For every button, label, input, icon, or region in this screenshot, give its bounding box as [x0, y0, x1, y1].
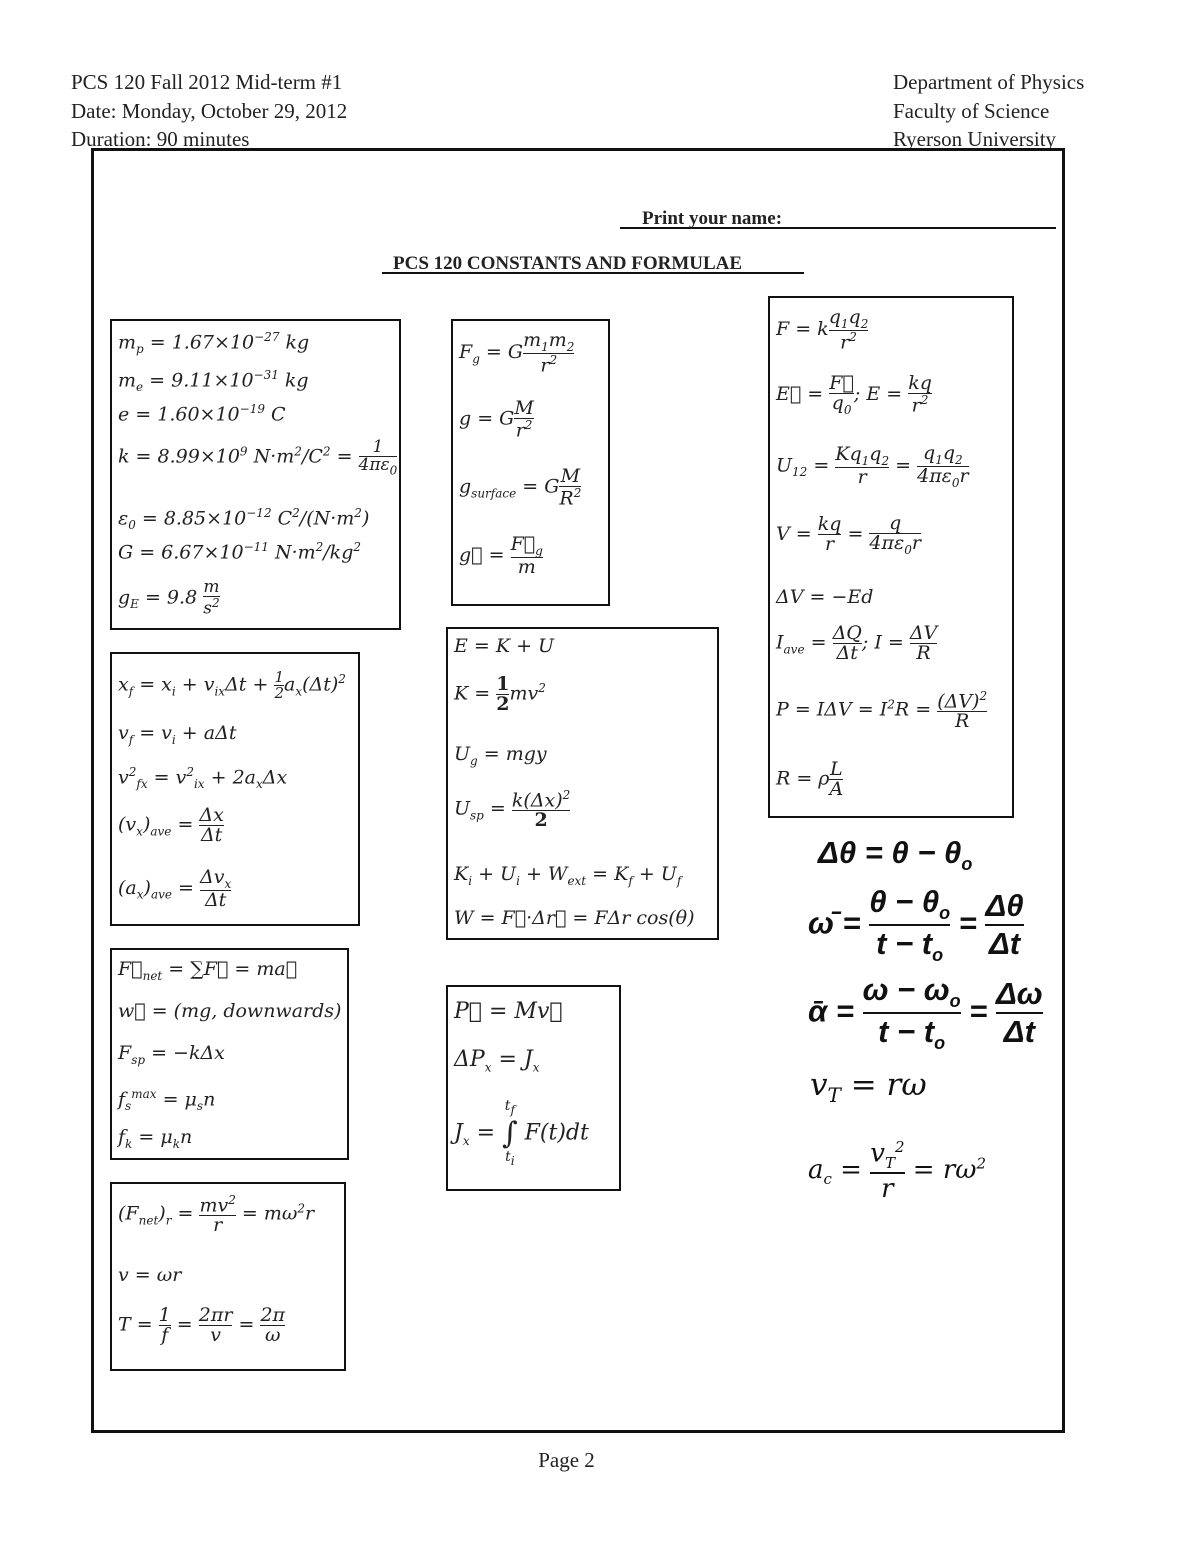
print-name-label: Print your name: — [642, 208, 783, 229]
energy-box — [446, 627, 719, 940]
proton-mass: $m_p = 1.67\times 10^{-27}$ kg — [118, 330, 310, 357]
electric-box — [768, 296, 1014, 818]
gravitational-constant: $G = 6.67\times 10^{-11}$ $N\cdot m^2/kg^2$ — [118, 540, 361, 564]
energy-conservation: $K_i + U_i + W_{ext} = K_f + U_f$ — [454, 863, 682, 888]
net-force: $F⃗_{net}$ = ∑F⃗ = ma⃗ — [118, 958, 298, 983]
spring-potential: $U_{sp}$ = $\frac{k(\Delta x)^2}{2}$ — [454, 788, 571, 832]
date-line: Date: Monday, October 29, 2012 — [71, 98, 348, 123]
constants-box — [110, 319, 401, 630]
static-friction: $f_s^{max} = \mu_sn$ — [118, 1087, 216, 1114]
electric-potential: V = $\frac{kq}{r}$ = $\frac{q}{4\pi\varepsilon_0r}$ — [776, 512, 921, 557]
tangential-speed: $v_T = r\omega$ — [810, 1067, 927, 1108]
sheet-title: PCS 120 CONSTANTS AND FORMULAE — [393, 253, 743, 274]
page-number: Page 2 — [538, 1448, 595, 1472]
department-line: Department of Physics — [893, 70, 1085, 94]
gravitational-field: g = G $\frac{M}{r^2}$ — [459, 397, 534, 442]
duration-line: Duration: 90 minutes — [71, 127, 250, 151]
position-equation: $x_f = x_i + v_{ix}\Delta t$ + $\frac{1}{2}$ $a_x(\Delta t)^2$ — [118, 668, 346, 702]
spring-force: $F_{sp} = -k\Delta x$ — [118, 1042, 225, 1067]
header-right — [893, 68, 1084, 154]
forces-box — [110, 948, 349, 1160]
gravitational-potential: $U_g$ = mgy — [454, 743, 547, 768]
university-line: Ryerson University — [893, 127, 1057, 151]
resistance: R = ρ $\frac{L}{A}$ — [776, 758, 844, 800]
coulomb-constant: $k = 8.99\times 10^9$ $N\cdot m^2/C^2$ = $\frac{1}{4\pi\varepsilon_0}$ — [118, 437, 398, 478]
electric-field: E⃗ = $\frac{F⃗}{q_0}$ ; E = $\frac{kq}{r^2}$ — [776, 372, 932, 417]
momentum: P⃗ = Mv⃗ — [454, 999, 563, 1024]
velocity-equation: $v_f = v_i + a\Delta t$ — [118, 722, 237, 747]
permittivity: $\varepsilon_0 = 8.85\times 10^{-12}$ $C^2/(N\cdot m^2)$ — [118, 506, 370, 533]
momentum-box — [446, 985, 621, 1191]
total-energy: E = K + U — [454, 635, 555, 657]
potential-difference: ΔV = −Ed — [776, 586, 874, 608]
elementary-charge: $e = 1.60\times 10^{-19}$ C — [118, 402, 286, 426]
kinetic-friction: $f_k = \mu_kn$ — [118, 1126, 193, 1151]
centripetal-force: $(F_{net})_r$ = $\frac{mv^2}{r}$ = $m\omega^2r$ — [118, 1193, 315, 1237]
potential-energy: $U_{12}$ = $\frac{Kq_1q_2}{r}$ = $\frac{q_1q_2}{4\pi\varepsilon_0r}$ — [776, 442, 969, 490]
kinematics-box — [110, 652, 360, 926]
centripetal-acceleration: $a_c$ = $\frac{v_T^2}{r}$ = $r\omega^2$ — [808, 1138, 987, 1204]
weight: w⃗ = (mg, downwards) — [118, 1000, 342, 1022]
field-vector: g⃗ = $\frac{F⃗_g}{m}$ — [459, 533, 543, 578]
average-velocity: $(v_x)_{ave}$ = $\frac{\Delta x}{\Delta t}$ — [118, 804, 224, 846]
tangential-velocity: v = ωr — [118, 1264, 182, 1286]
coulomb-law: F = k $\frac{q_1q_2}{r^2}$ — [776, 306, 869, 354]
gravity-box — [451, 319, 610, 606]
work: W = F⃗·Δr⃗ = FΔr cos(θ) — [454, 907, 695, 929]
earth-gravity: $g_E = 9.8$ $\frac{m}{s^2}$ — [118, 577, 220, 619]
power: $P = I\Delta V = I^2R$ = $\frac{(\Delta V)^2}{R}$ — [776, 689, 988, 733]
surface-gravity: $g_{surface} = G$ $\frac{M}{R^2}$ — [459, 465, 582, 510]
electron-mass: $m_e = 9.11\times 10^{-31}$ kg — [118, 368, 309, 395]
angular-displacement: $\Delta\theta = \theta - \theta_o$ — [818, 835, 973, 875]
name-underline — [620, 226, 1056, 230]
current: $I_{ave}$ = $\frac{\Delta Q}{\Delta t}$ ; I = $\frac{\Delta V}{R}$ — [776, 622, 938, 664]
faculty-line: Faculty of Science — [893, 98, 1050, 123]
gravitational-force: $F_g = G$ $\frac{m_1m_2}{r^2}$ — [459, 329, 575, 377]
period: T = $\frac{1}{f}$ = $\frac{2\pi r}{v}$ = $\frac{2\pi}{\omega}$ — [118, 1304, 286, 1346]
impulse-momentum: $\Delta P_x = J_x$ — [454, 1047, 540, 1075]
average-acceleration: $(a_x)_{ave}$ = $\Delta v_x$ Δt — [118, 866, 232, 911]
circular-box — [110, 1182, 346, 1371]
impulse-integral: $J_x$ = $t_f$ ∫ $t_i$ F(t)dt — [454, 1098, 589, 1168]
average-angular-velocity: ω̄ = $\frac{\theta - \theta_o}{t - t_o}$ = $\frac{\Delta\theta}{\Delta t}$ — [808, 884, 1024, 966]
average-angular-acceleration: ᾱ = $\frac{\omega - \omega_o}{t - t_o}$ = $\frac{\Delta\omega}{\Delta t}$ — [808, 972, 1043, 1054]
velocity-squared-equation: $v^2_{fx} = v^2_{ix} + 2a_x\Delta x$ — [118, 765, 288, 792]
title-underline — [382, 271, 804, 275]
course-line: PCS 120 Fall 2012 Mid-term #1 — [71, 70, 343, 94]
kinetic-energy: K = $\frac{1}{2}$ $mv^2$ — [454, 673, 546, 715]
header-left — [71, 68, 347, 154]
